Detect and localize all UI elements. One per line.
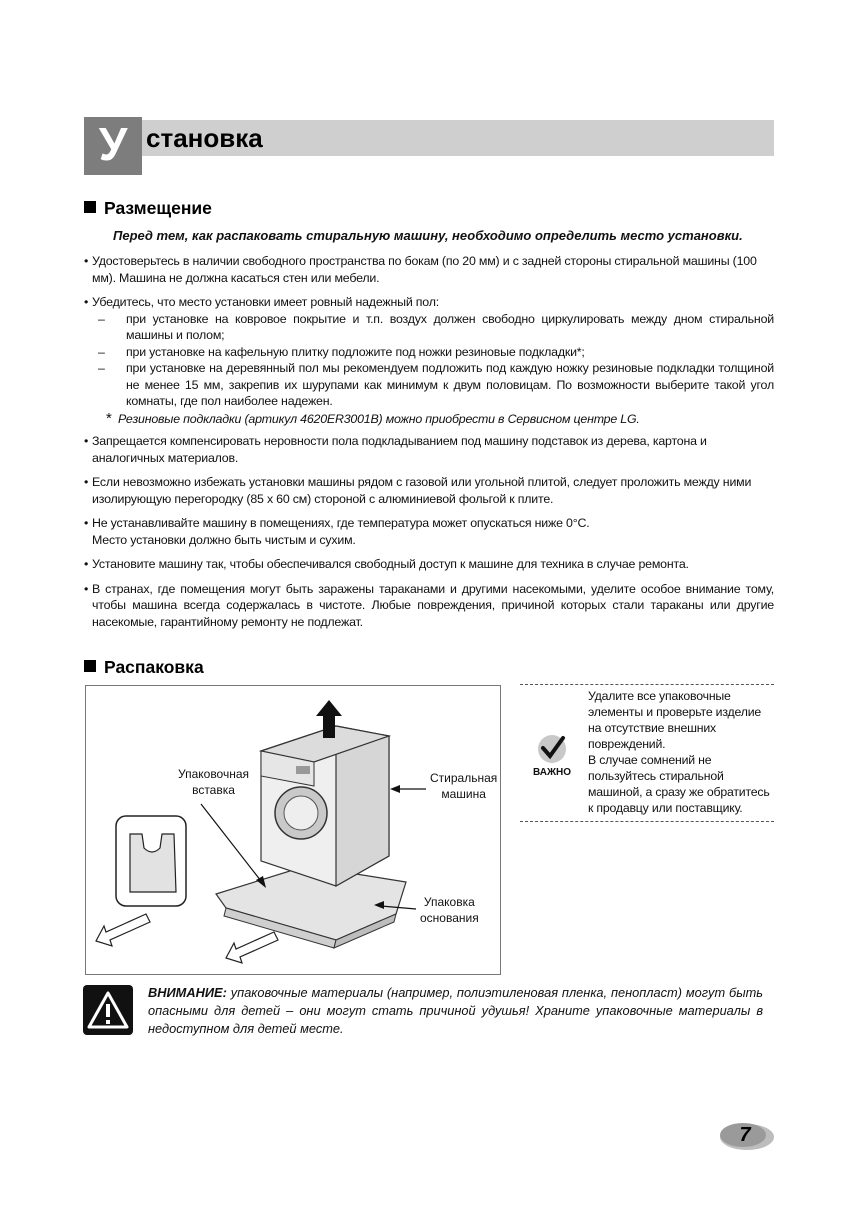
- dash-carpet: – при установке на ковровое покрытие и т.п. воздух должен свободно циркулировать между дном стиральной машины и полом;: [84, 311, 774, 344]
- heading-unpacking-text: Распаковка: [104, 657, 204, 677]
- unpacking-illustration: [85, 685, 501, 975]
- placement-body: [84, 253, 774, 638]
- heading-unpacking: [84, 657, 204, 678]
- machine-pointer-arrowhead: [390, 785, 400, 793]
- heading-placement-text: Размещение: [104, 198, 212, 218]
- bullet-floor: • Убедитесь, что место установки имеет ровный надежный пол:: [84, 294, 774, 311]
- square-bullet-icon: [84, 660, 96, 672]
- bullet-temperature: [84, 515, 774, 548]
- label-base-line-2: основания: [420, 911, 479, 925]
- warning-body: упаковочные материалы (например, полиэтиленовая пленка, пенопласт) могут быть опасными для детей – они могут стать причиной удушья! Храните упаковочные материалы в недоступном для детей месте.: [148, 985, 764, 1036]
- warning-label: ВНИМАНИЕ:: [148, 985, 227, 1000]
- dash-tile: – при установке на кафельную плитку подложите под ножки резиновые подкладки*;: [84, 344, 774, 361]
- warning-icon: [83, 985, 133, 1035]
- pull-out-arrow-left: [96, 914, 150, 946]
- bullet-insects: • В странах, где помещения могут быть заражены тараканами и другими насекомыми, уделите особое внимание тому, чтобы машина всегда содержалась в чистоте. Любые повреждения, причиной которых стали тараканы или другие насекомые, гарантийному ремонту не подлежат.: [84, 581, 774, 631]
- washer-door-glass: [284, 796, 318, 830]
- warning-triangle-icon: [83, 985, 133, 1035]
- dashed-divider-bottom: [520, 821, 774, 822]
- label-machine-line-1: Стиральная: [430, 771, 498, 785]
- important-text-inspect: Удалите все упаковочные элементы и проверьте изделие на отсутствие внешних повреждений.: [588, 689, 762, 751]
- bullet-stove-barrier: • Если невозможно избежать установки машины рядом с газовой или угольной плитой, следует проложить между ними изолирующую перегородку (85 x 60 см) стороной с алюминиевой фольгой к плите.: [84, 474, 774, 507]
- clean-dry-text: Место установки должно быть чистым и сухим.: [92, 532, 356, 547]
- insert-pointer-line: [201, 804, 261, 881]
- footnote-rubber-pads: * Резиновые подкладки (артикул 4620ER3001B) можно приобрести в Сервисном центре LG.: [84, 411, 774, 428]
- important-text-contact: В случае сомнений не пользуйтесь стиральной машиной, а сразу же обратитесь к продавцу или поставщику.: [588, 753, 770, 815]
- heading-placement: [84, 198, 212, 219]
- washer-display: [296, 766, 310, 774]
- bullet-no-shims: • Запрещается компенсировать неровности пола подкладыванием под машину подставок из дерева, картона и аналогичных материалов.: [84, 433, 774, 466]
- label-insert-line-2: вставка: [192, 783, 235, 797]
- bullet-service-access: • Установите машину так, чтобы обеспечивался свободный доступ к машине для техника в случае ремонта.: [84, 556, 774, 573]
- checkmark-icon: [532, 734, 572, 764]
- important-badge-label: ВАЖНО: [533, 767, 571, 778]
- temperature-text: Не устанавливайте машину в помещениях, где температура может опускаться ниже 0°С.: [92, 516, 590, 530]
- label-insert-line-1: Упаковочная: [178, 767, 250, 781]
- label-machine-line-2: машина: [441, 787, 486, 801]
- placement-intro: Перед тем, как распаковать стиральную машину, необходимо определить место установки.: [113, 228, 743, 243]
- dashed-divider-top: [520, 684, 774, 685]
- important-text: [588, 688, 776, 816]
- washer-unpacking-drawing: [86, 686, 500, 974]
- important-note: [520, 684, 774, 822]
- page-title: становка: [146, 123, 263, 153]
- label-packing-insert: [178, 766, 249, 798]
- pull-out-arrow-right: [226, 932, 278, 963]
- warning-text: [148, 984, 763, 1038]
- bullet-clearance: • Удостоверьтесь в наличии свободного пространства по бокам (по 20 мм) и с задней стороны стиральной машины (100 мм). Машина не должна касаться стен или мебели.: [84, 253, 774, 286]
- important-badge: [532, 734, 572, 778]
- page-number: 7: [739, 1124, 751, 1146]
- label-base-line-1: Упаковка: [423, 895, 475, 909]
- label-washing-machine: [430, 770, 497, 802]
- dash-wood: – при установке на деревянный пол мы рекомендуем подложить под каждую ножку резиновые подкладки толщиной не менее 15 мм, закрепив их шурупами как минимум к двум половицам. По возможности выберите такой угол комнаты, где пол наиболее надежен.: [84, 360, 774, 410]
- section-title-banner: [84, 117, 774, 177]
- label-packing-base: [420, 894, 479, 926]
- page-number-badge: [716, 1121, 774, 1151]
- square-bullet-icon: [84, 201, 96, 213]
- title-initial-letter: У: [84, 117, 142, 175]
